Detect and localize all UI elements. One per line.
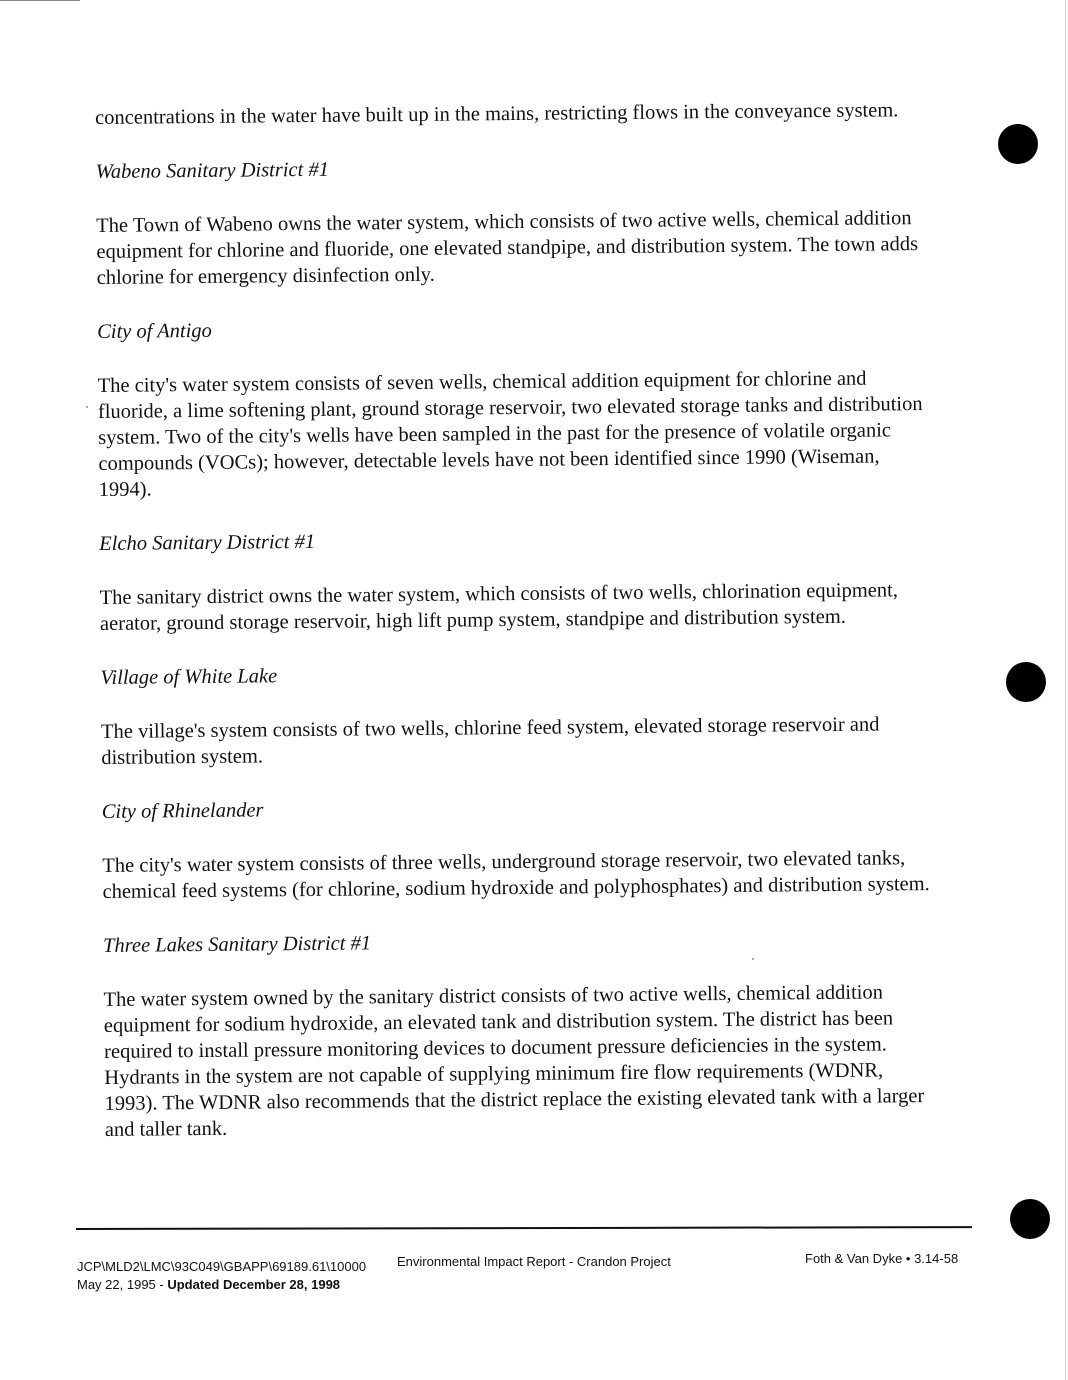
footer-report-title: Environmental Impact Report - Crandon Project <box>397 1254 671 1269</box>
margin-bullet-3 <box>1010 1199 1050 1239</box>
intro-paragraph: concentrations in the water have built up in the mains, restricting flows in the conveyance system. <box>95 99 899 129</box>
section-heading-elcho: Elcho Sanitary District #1 <box>99 530 316 555</box>
section-body-wabeno: The Town of Wabeno owns the water system, which consists of two active wells, chemical addition equipment for chlorine and fluoride, one elevated standpipe, and distribution system. The town adds chlorine for emergency disinfection only. <box>96 207 919 289</box>
section-heading-rhinelander: City of Rhinelander <box>101 799 264 823</box>
footer-date: May 22, 1995 - <box>77 1277 168 1292</box>
footer-page-ref: Foth & Van Dyke • 3.14-58 <box>805 1251 959 1266</box>
section-heading-antigo: City of Antigo <box>97 319 212 343</box>
right-edge-line <box>1065 0 1066 1380</box>
footer-path: JCP\MLD2\LMC\93C049\GBAPP\69189.61\10000 <box>77 1259 367 1274</box>
footer-updated: Updated December 28, 1998 <box>167 1277 341 1292</box>
section-body-elcho: The sanitary district owns the water system, which consists of two wells, chlorination equipment, aerator, ground storage reservoir, high lift pump system, standpipe and distribution system. <box>99 579 899 635</box>
section-body-three-lakes: The water system owned by the sanitary district consists of two active wells, chemical addition equipment for sodium hydroxide, an elevated tank and distribution system. The district has been required to install pressure monitoring devices to document pressure deficiencies in the system. Hydrants in the system are not capable of supplying minimum fire flow requirements (WDNR, 1993). The WDNR also recommends that the district replace the existing elevated tank with a larger and taller tank. <box>103 981 925 1141</box>
margin-bullet-1 <box>998 124 1038 164</box>
scan-speck <box>86 406 88 408</box>
section-body-antigo: The city's water system consists of seven wells, chemical addition equipment for chlorine and fluoride, a lime softening plant, ground storage reservoir, two elevated storage tanks and distribution system. Two of the city's wells have been sampled in the past for the presence of volatile organic compounds (VOCs); however, detectable levels have not been identified since 1990 (Wiseman, 1994). <box>97 367 923 501</box>
top-edge-rule <box>0 0 80 1</box>
section-body-white-lake: The village's system consists of two wells, chlorine feed system, elevated storage reservoir and distribution system. <box>100 713 880 769</box>
section-heading-three-lakes: Three Lakes Sanitary District #1 <box>102 932 372 957</box>
section-heading-white-lake: Village of White Lake <box>100 665 278 689</box>
footer-date-line <box>77 1276 340 1294</box>
margin-bullet-2 <box>1006 662 1046 702</box>
body-text <box>95 97 935 1171</box>
footer-divider <box>76 1226 972 1230</box>
section-body-rhinelander: The city's water system consists of three wells, underground storage reservoir, two elevated tanks, chemical feed systems (for chlorine, sodium hydroxide and polyphosphates) and distribution system. <box>102 847 930 903</box>
section-heading-wabeno: Wabeno Sanitary District #1 <box>95 158 330 183</box>
